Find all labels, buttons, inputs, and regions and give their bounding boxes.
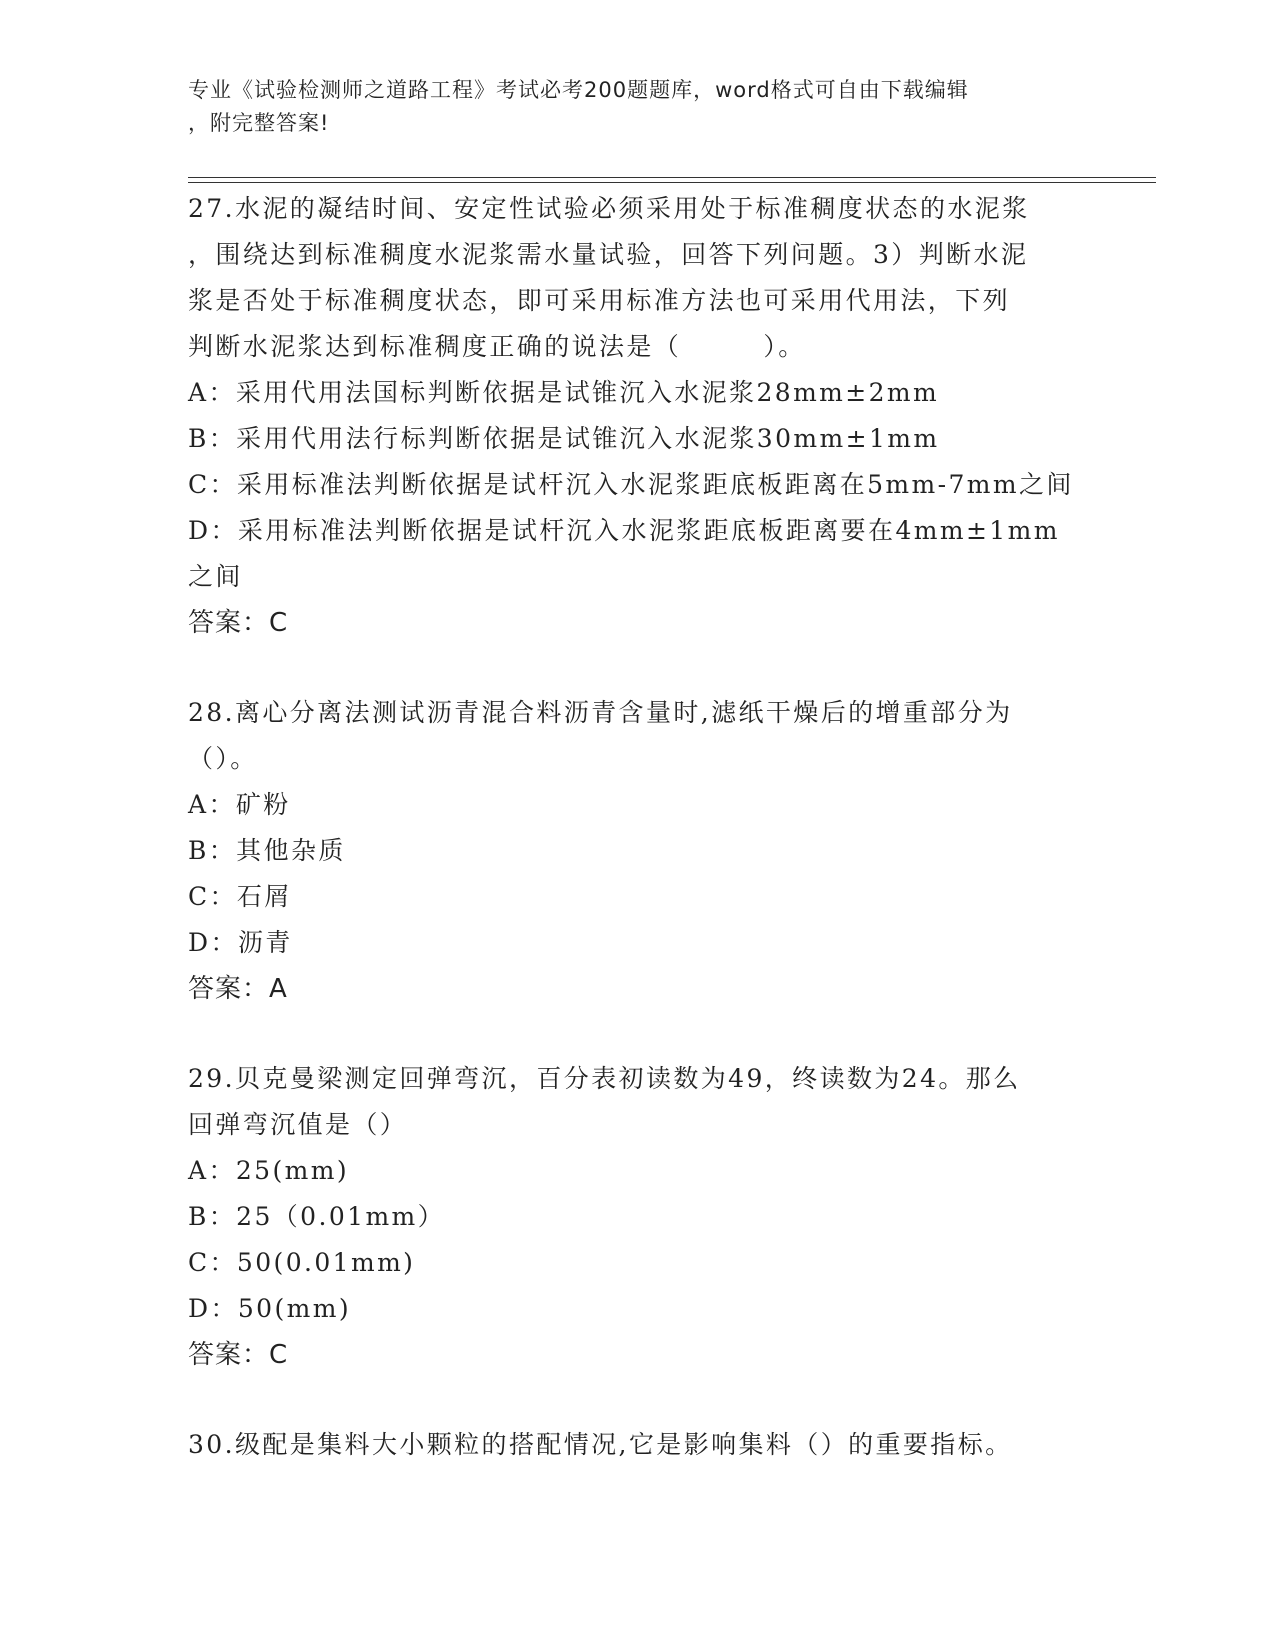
option-d-continued: 之间 (188, 562, 243, 591)
option-c: C：50(0.01mm) (188, 1248, 416, 1277)
question-30 (188, 1422, 1088, 1468)
question-stem-line: 30.级配是集料大小颗粒的搭配情况,它是影响集料（）的重要指标。 (188, 1430, 1013, 1459)
header-divider (188, 182, 1156, 183)
option-b: B：25（0.01mm） (188, 1202, 446, 1231)
spacer (188, 1378, 1088, 1422)
question-stem-line: 27.水泥的凝结时间、安定性试验必须采用处于标准稠度状态的水泥浆 (188, 194, 1030, 223)
question-stem-line: 回弹弯沉值是（） (188, 1110, 408, 1139)
option-b: B：采用代用法行标判断依据是试锥沉入水泥浆30mm±1mm (188, 424, 940, 453)
option-a: A：采用代用法国标判断依据是试锥沉入水泥浆28mm±2mm (188, 378, 940, 407)
answer-line: 答案：A (188, 974, 288, 1004)
question-stem-line: 判断水泥浆达到标准稠度正确的说法是（ ）。 (188, 332, 806, 361)
option-a: A：25(mm) (188, 1156, 349, 1185)
option-b: B：其他杂质 (188, 836, 346, 865)
option-d: D：50(mm) (188, 1294, 351, 1323)
question-stem-line: 29.贝克曼梁测定回弹弯沉，百分表初读数为49，终读数为24。那么 (188, 1064, 1021, 1093)
document-header (188, 74, 1068, 140)
question-stem-line: 28.离心分离法测试沥青混合料沥青含量时,滤纸干燥后的增重部分为 (188, 698, 1013, 727)
option-c: C：石屑 (188, 882, 292, 911)
answer-line: 答案：C (188, 1340, 289, 1370)
spacer (188, 646, 1088, 690)
question-stem-line: ，围绕达到标准稠度水泥浆需水量试验，回答下列问题。3）判断水泥 (188, 240, 1029, 269)
option-c: C：采用标准法判断依据是试杆沉入水泥浆距底板距离在5mm-7mm之间 (188, 470, 1074, 499)
question-stem-line: （）。 (188, 744, 258, 773)
header-line: ，附完整答案! (188, 111, 330, 135)
answer-line: 答案：C (188, 608, 289, 638)
question-list (188, 186, 1088, 1468)
option-d: D：沥青 (188, 928, 293, 957)
question-27 (188, 186, 1088, 646)
header-line: 专业《试验检测师之道路工程》考试必考200题题库，word格式可自由下载编辑 (188, 78, 969, 102)
header-divider (188, 177, 1156, 178)
question-stem-line: 浆是否处于标准稠度状态，即可采用标准方法也可采用代用法，下列 (188, 286, 1011, 315)
spacer (188, 1012, 1088, 1056)
question-28 (188, 690, 1088, 1012)
question-29 (188, 1056, 1088, 1378)
option-a: A：矿粉 (188, 790, 291, 819)
option-d: D：采用标准法判断依据是试杆沉入水泥浆距底板距离要在4mm±1mm (188, 516, 1060, 545)
